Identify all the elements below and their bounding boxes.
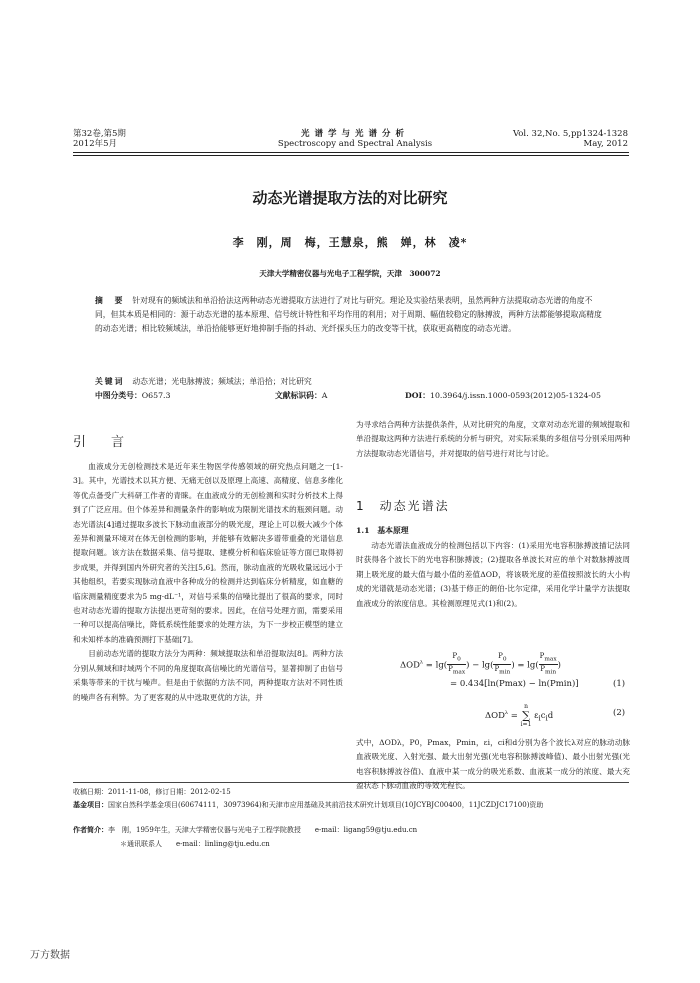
equation-2-number: (2)	[613, 708, 626, 718]
where-paragraph: 式中，ΔODλ，P0，Pmax，Pmin，εi，ci和d分别为各个波长λ对应的脉动动脉血液吸光度、入射光强、最大出射光强(光电容积脉搏波峰值)、最小出射光强(光电容积脉搏波谷值)、血液中某一成分的吸光系数、血液某一成分的浓度、最大充盈状态下脉动血液的等效光程长。	[356, 738, 630, 791]
principle-paragraph: 动态光谱法血液成分的检测包括以下内容：(1)采用光电容积脉搏波描记法同时获得各个波长下的光电容积脉搏波；(2)提取各单波长对应的单个对数脉搏波周期上吸光度的最大值与最小值的差值ΔOD，将该吸光度的差值按照波长的大小构成的光谱就是动态光谱；(3)基于修正的朗伯-比尔定律，采用化学计量学方法提取血液成分的浓度信息。其检测原理见式(1)和(2)。	[356, 541, 630, 608]
affiliation: 天津大学精密仪器与光电子工程学院，天津 300072	[259, 269, 441, 278]
intro-heading: 引 言	[73, 435, 131, 450]
header-volume-cn: 第32卷,第5期	[73, 129, 126, 139]
header-journal	[230, 129, 480, 149]
header-volume-en: Vol. 32,No. 5,pp1324-1328	[512, 129, 628, 139]
doc-code-value: A	[321, 391, 328, 400]
author-list: 李 刚，周 梅，王慧泉，熊 婵，林 凌*	[232, 236, 468, 249]
header-date-en: May, 2012	[583, 139, 628, 149]
header-pages	[513, 129, 628, 149]
abstract-label: 摘 要	[95, 296, 125, 305]
equation-1: $\Delta OD^\lambda = \lg$( $\frac{P_0}{P_{max}}$ ) − lg( $\frac{P_0}{P_{min}}$ ) = lg( $\frac{P_{max}}{P_{min}}$ )	[400, 652, 561, 676]
clc-label: 中图分类号：	[95, 391, 142, 400]
section-1-heading: 1 动态光谱法	[356, 499, 450, 513]
bio-label: 作者简介：	[73, 825, 108, 834]
journal-name-en: Spectroscopy and Spectral Analysis	[277, 139, 433, 149]
doi-label: DOI：	[405, 391, 430, 400]
right-column-principle	[356, 539, 630, 611]
fund-label: 基金项目：	[73, 800, 108, 809]
right-column-where	[356, 736, 630, 794]
footnote-fund	[73, 799, 629, 811]
doi-value: 10.3964/j.issn.1000-0593(2012)05-1324-05	[430, 391, 601, 400]
header-date-cn: 2012年5月	[73, 139, 118, 149]
footnote-corresponding: ＊通讯联系人 e-mail：linling@tju.edu.cn	[120, 840, 270, 848]
paper-title: 动态光谱提取方法的对比研究	[252, 189, 448, 207]
footnote-author-bio	[73, 824, 629, 836]
keywords-text: 动态光谱；光电脉搏波；频域法；单沿拾；对比研究	[132, 377, 312, 386]
header-rule	[73, 152, 629, 156]
abstract-text: 针对现有的频域法和单沿拾法这两种动态光谱提取方法进行了对比与研究。理论及实验结果表明，虽然两种方法提取动态光谱的角度不同，但其本质是相同的：源于动态光谱的基本原理、信号统计特性和平均作用的利用；对于周期、幅值较稳定的脉搏波，两种方法都能够提取高精度的动态光谱；相比较频域法，单沿拾能够更好地抑制手指的抖动、光纤探头压力的改变等干扰，获取更高精度的动态光谱。	[95, 296, 602, 334]
keywords	[95, 375, 607, 388]
equation-2: $\Delta OD^\lambda$ = n ∑ i=1 $\varepsilon_ic_id$	[485, 703, 554, 728]
right-column-top	[356, 418, 630, 461]
abstract	[95, 294, 607, 337]
bio-text: 李 刚，1959年生，天津大学精密仪器与光电子工程学院教授 e-mail：ligang59@tju.edu.cn	[108, 826, 418, 834]
right-paragraph-0: 为寻求结合两种方法提供条件，从对比研究的角度，文章对动态光谱的频域提取和单沿提取这两种方法进行系统的分析与研究，对实际采集的多组信号分别采用两种方法提取动态光谱信号，并对提取的信号进行对比与讨论。	[356, 420, 630, 458]
footnote-received: 收稿日期：2011-11-08，修订日期：2012-02-15	[73, 788, 231, 796]
watermark: 万方数据	[30, 950, 70, 961]
classification-row	[95, 389, 635, 402]
footnote-rule	[73, 782, 629, 783]
doc-code-label: 文献标识码：	[275, 391, 322, 400]
header-volume	[73, 129, 126, 149]
equation-1-tail: = 0.434[ln(Pmax) − ln(Pmin)]	[450, 679, 579, 689]
keywords-label: 关键词	[95, 377, 125, 386]
left-column	[73, 460, 343, 705]
journal-name-cn: 光谱学与光谱分析	[300, 129, 409, 139]
clc-value: O657.3	[141, 391, 171, 400]
intro-paragraph-1: 血液成分无创检测技术是近年来生物医学传感领域的研究热点问题之一[1-3]。其中，光谱技术以其方便、无痛无创以及原理上高速、高精度、信息多维化等优点备受广大科研工作者的青睐。在血液成分的无创检测和实时分析技术上得到了广泛应用。但个体差异和测量条件的影响成为限制光谱技术的瓶颈问题。动态光谱法[4]通过提取多波长下脉动血液部分的吸光度，理论上可以极大减少个体差异和测量环境对在体无创检测的影响，并能够有效解决多谱带重叠的光谱信息提取问题。该方法在数据采集、信号提取、建模分析和临床验证等方面已取得初步成果，并得到国内外研究者的关注[5,6]。然而，脉动血液的光吸收量远远小于其他组织，若要实现脉动血液中各种成分的检测并达到临床分析精度，如血糖的临床测量精度要求为5 mg·dL⁻¹，对信号采集的信噪比提出了很高的要求，同时也对动态光谱的提取方法提出更苛刻的要求。因此，在信号处理方面，需要采用一种可以提高信噪比，降低系统性能要求的处理方法，为下一步校正模型的建立和未知样本的准确预测打下基础[7]。	[73, 462, 343, 644]
subsection-1-1-heading: 1.1 基本原理	[356, 526, 409, 535]
equation-1-number: (1)	[613, 679, 626, 689]
intro-paragraph-2: 目前动态光谱的提取方法分为两种：频域提取法和单沿提取法[8]。两种方法分别从频域和时域两个不同的角度提取高信噪比的光谱信号，显著抑制了由信号采集等带来的干扰与噪声。但是由于依据的方法不同，两种提取方法对不同性质的噪声各有利弊。为了更客观的从中选取更优的方法，并	[73, 649, 343, 702]
fund-text: 国家自然科学基金项目(60674111，30973964)和天津市应用基础及其前沿技术研究计划项目(10JCYBJC00400，11JCZDJC17100)资助	[108, 801, 544, 809]
